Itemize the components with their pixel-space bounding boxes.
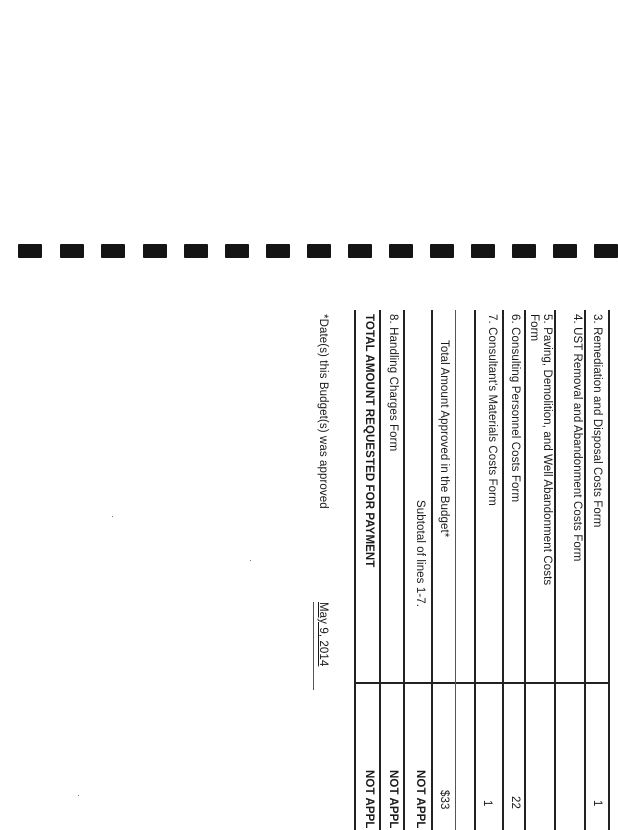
perforation-mark — [60, 244, 84, 258]
subtotal-label: Subtotal of lines 1-7. — [414, 500, 426, 608]
handling-label: 8. Handling Charges Form — [387, 314, 399, 452]
row-label: 4. UST Removal and Abandonment Costs Form — [571, 314, 583, 562]
row-label: 5. Paving, Demolition, and Well Abandonment Costs Form — [528, 314, 553, 586]
row-rule — [475, 310, 477, 830]
perforation-mark — [184, 244, 208, 258]
approved-amount: $33 — [438, 790, 450, 810]
perforation-mark — [101, 244, 125, 258]
perforation-mark — [143, 244, 167, 258]
total-value: NOT APPL — [363, 770, 375, 829]
approved-label: Total Amount Approved in the Budget* — [438, 340, 450, 538]
row-amount: 22 — [509, 796, 521, 809]
table-rule — [355, 310, 357, 830]
handling-value: NOT APPL — [387, 770, 399, 829]
row-label: 6. Consulting Personnel Costs Form — [509, 314, 521, 503]
row-label: 3. Remediation and Disposal Costs Form — [591, 314, 603, 528]
perforation-mark — [389, 244, 413, 258]
table-rule — [609, 310, 611, 830]
subtotal-value: NOT APPL — [414, 770, 426, 829]
date-underline — [313, 602, 314, 690]
row-rule — [503, 310, 505, 830]
scan-speck — [78, 795, 79, 796]
perforation-mark — [553, 244, 577, 258]
perforation-mark — [512, 244, 536, 258]
scan-speck — [250, 560, 251, 561]
perforation-mark — [18, 244, 42, 258]
perforation-mark — [594, 244, 618, 258]
approval-date-note: *Date(s) this Budget(s) was approved — [317, 314, 329, 509]
row-label: 7. Consultant's Materials Costs Form — [486, 314, 498, 506]
scan-speck — [112, 516, 113, 517]
total-label: TOTAL AMOUNT REQUESTED FOR PAYMENT — [363, 314, 375, 568]
row-amount: 1 — [591, 800, 603, 807]
perforation-mark — [430, 244, 454, 258]
column-divider — [354, 682, 610, 684]
row-rule — [380, 310, 382, 830]
perforation-mark — [307, 244, 331, 258]
row-amount: 1 — [481, 800, 493, 807]
subtotal-rule — [455, 310, 456, 830]
approval-date-value: May 9, 2014 — [317, 602, 329, 667]
perforation-mark — [266, 244, 290, 258]
row-rule — [555, 310, 557, 830]
perforation-mark — [348, 244, 372, 258]
row-rule — [432, 310, 434, 830]
perforation-mark — [225, 244, 249, 258]
perforation-mark — [471, 244, 495, 258]
budget-summary-table — [298, 310, 618, 830]
row-rule — [585, 310, 587, 830]
binder-perforation-strip — [0, 240, 618, 262]
row-rule — [404, 310, 406, 830]
row-rule — [525, 310, 527, 830]
rotated-form-page — [298, 310, 618, 830]
